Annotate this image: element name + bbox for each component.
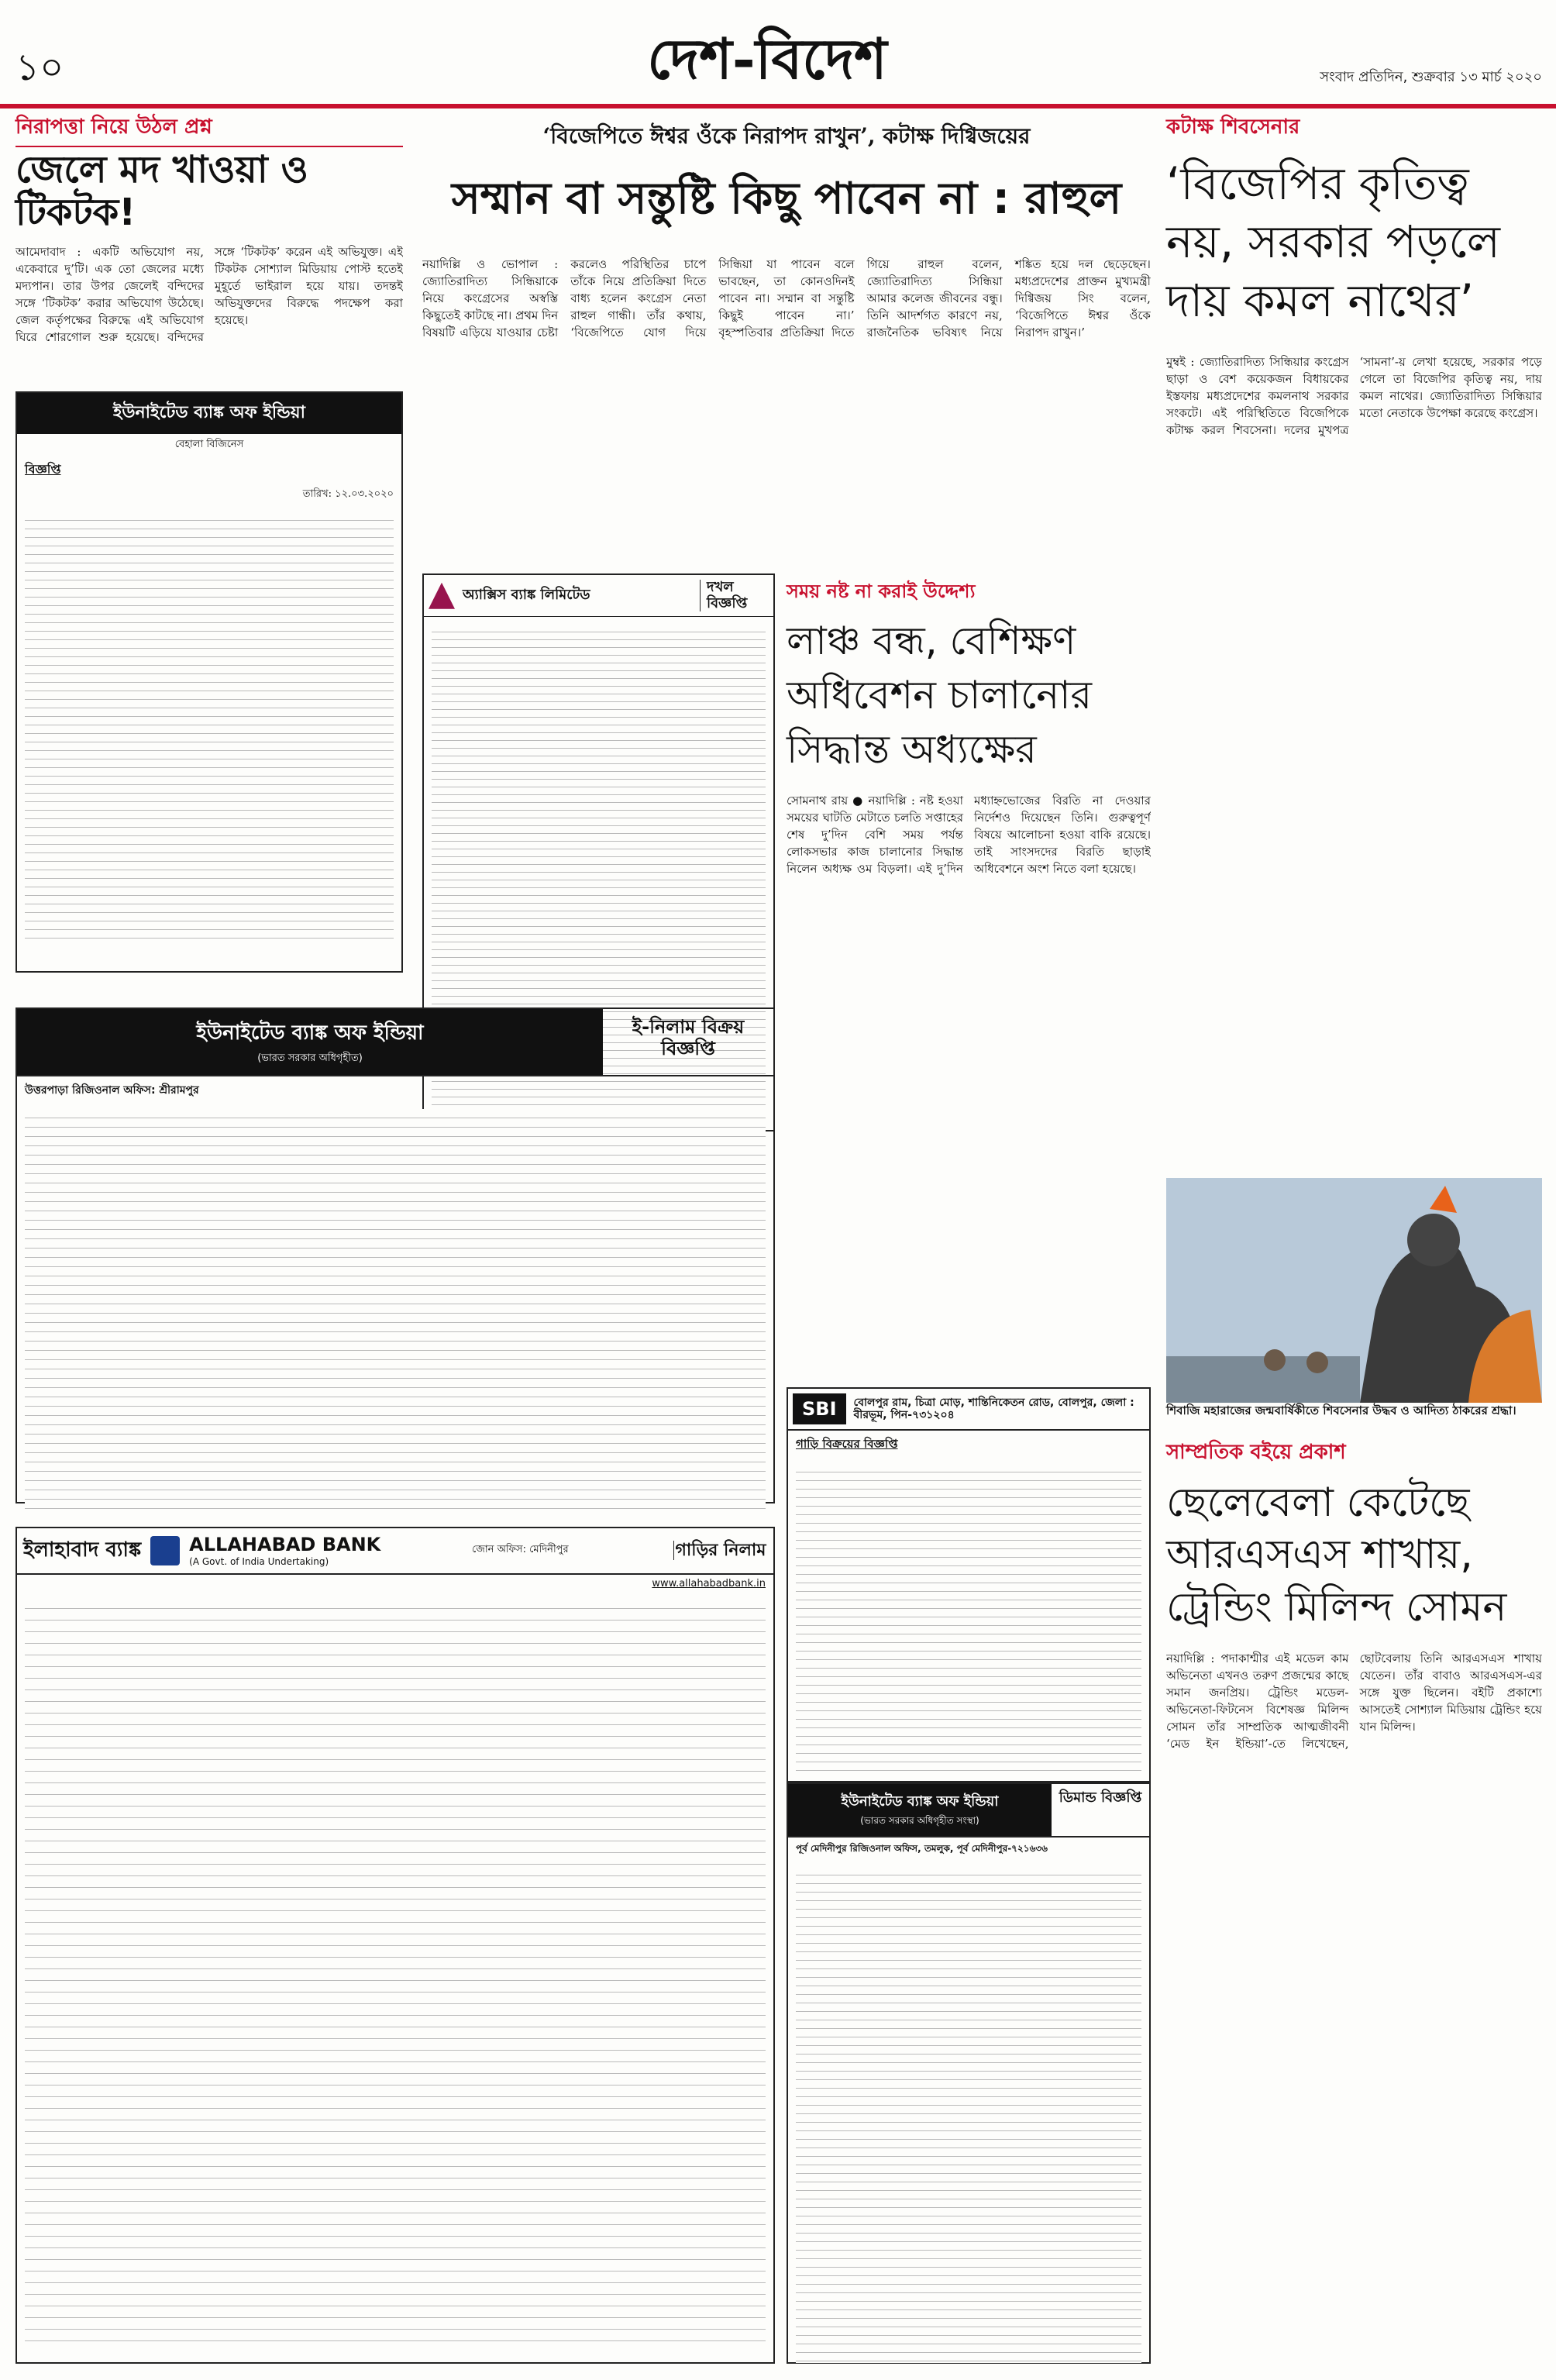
ad-allahabad-header bbox=[17, 1528, 773, 1575]
masthead-rule bbox=[0, 104, 1556, 108]
main-headline: সম্মান বা সন্তুষ্টি কিছু পাবেন না : রাহুল bbox=[451, 174, 1122, 224]
ad-sbi bbox=[787, 1387, 1151, 1782]
masthead bbox=[0, 0, 1556, 116]
ad-allahabad-tag: গাড়ির নিলাম bbox=[673, 1541, 767, 1560]
ad-allahabad-name-bn: ইলাহাবাদ ব্যাঙ্ক bbox=[23, 1538, 142, 1562]
main-story-body: নয়াদিল্লি ও ভোপাল : জ্যোতিরাদিত্য সিন্ধিয়াকে নিয়ে কংগ্রেসের অস্বস্তি কিছুতেই কাটছে না। প্রথম দিন বিষয়টি এড়িয়ে যাওয়ার চেষ্টা করলেও পরিস্থিতির চাপে তাঁকে নিয়ে প্রতিক্রিয়া দিতে বাধ্য হলেন কংগ্রেস নেতা রাহুল গান্ধী। তাঁর কথায়, ‘বিজেপিতে যোগ দিয়ে সিন্ধিয়া যা পাবেন বলে ভাবছেন, তা কোনওদিনই পাবেন না। সম্মান বা সন্তুষ্টি কিছুই পাবেন না।’ বৃহস্পতিবার প্রতিক্রিয়া দিতে গিয়ে রাহুল বলেন, জ্যোতিরাদিত্য সিন্ধিয়া আমার কলেজ জীবনের বন্ধু। তিনি আদর্শগত কারণে নয়, রাজনৈতিক ভবিষ্যৎ নিয়ে শঙ্কিত হয়ে দল ছেড়েছেন। মধ্যপ্রদেশের প্রাক্তন মুখ্যমন্ত্রী দিগ্বিজয় সিং বলেন, ‘বিজেপিতে ঈশ্বর ওঁকে নিরাপদ রাখুন।’ bbox=[422, 257, 1151, 339]
ad-allahabad-name-en: ALLAHABAD BANK bbox=[189, 1534, 381, 1555]
statue-photo bbox=[1166, 1178, 1542, 1403]
axis-logo-icon bbox=[429, 583, 455, 609]
paper-info: সংবাদ প্রতিদিন, শুক্রবার ১৩ মার্চ ২০২০ bbox=[1320, 69, 1542, 85]
allahabad-logo-icon bbox=[150, 1536, 180, 1565]
right-story bbox=[1166, 116, 1542, 1286]
statue-illustration bbox=[1166, 1178, 1542, 1403]
ad-ubi-eauction-office: উত্তরপাড়া রিজিওনাল অফিস: শ্রীরামপুর bbox=[25, 1084, 199, 1097]
ad-ubi-notice-fine-print bbox=[25, 512, 394, 946]
middle-story-kicker: সময় নষ্ট না করাই উদ্দেশ্য bbox=[787, 580, 976, 602]
lower-right-headline: ছেলেবেলা কেটেছে আরএসএস শাখায়, ট্রেন্ডিং মিলিন্দ সোমন bbox=[1166, 1479, 1507, 1631]
ad-ubi-demand-header bbox=[788, 1784, 1149, 1838]
ad-axis-bank-name: অ্যাক্সিস ব্যাঙ্ক লিমিটেড bbox=[463, 587, 590, 604]
ad-ubi-eauction-bank-sub: (ভারত সরকার অধিগৃহীত) bbox=[257, 1052, 363, 1064]
ad-ubi-eauction-header bbox=[17, 1009, 773, 1076]
right-story-body: মুম্বই : জ্যোতিরাদিত্য সিন্ধিয়ার কংগ্রেস ছাড়া ও বেশ কয়েকজন বিধায়কের ইস্তফায় মধ্যপ্রদেশের কমলনাথ সরকার সংকটে। এই পরিস্থিতিতে বিজেপিকে কটাক্ষ করল শিবসেনা। দলের মুখপত্র ‘সামনা’-য় লেখা হয়েছে, সরকার পড়ে গেলে তা বিজেপির কৃতিত্ব নয়, দায় কমল নাথের। জ্যোতিরাদিত্য সিন্ধিয়ার মতো নেতাকে উপেক্ষা করেছে কংগ্রেস। bbox=[1166, 355, 1542, 438]
ad-allahabad-bank bbox=[15, 1527, 775, 2364]
lower-right-kicker: সাম্প্রতিক বইয়ে প্রকাশ bbox=[1166, 1441, 1346, 1464]
ad-ubi-eauction-bank-name: ইউনাইটেড ব্যাঙ্ক অফ ইন্ডিয়া bbox=[196, 1021, 424, 1045]
page-number: ১০ bbox=[15, 46, 64, 89]
ad-ubi-eauction-tag: ই-নিলাম বিক্রয় বিজ্ঞপ্তি bbox=[632, 1016, 745, 1059]
middle-story-body: সোমনাথ রায় ● নয়াদিল্লি : নষ্ট হওয়া সময়ের ঘাটতি মেটাতে চলতি সপ্তাহের শেষ দু’দিন বেশি সময় পর্যন্ত লোকসভার কাজ চালানোর সিদ্ধান্ত নিলেন অধ্যক্ষ ওম বিড়লা। এই দু’দিন মধ্যাহ্নভোজের বিরতি না দেওয়ার নির্দেশও দিয়েছেন তিনি। গুরুত্বপূর্ণ বিষয়ে আলোচনা হওয়া বাকি রয়েছে। তাই সাংসদদের বিরতি ছাড়াই অধিবেশনে অংশ নিতে বলা হয়েছে। bbox=[787, 793, 1151, 876]
ad-allahabad-address: জোন অফিস: মেদিনীপুর bbox=[472, 1544, 569, 1556]
ad-allahabad-website[interactable]: www.allahabadbank.in bbox=[652, 1577, 766, 1590]
top-banner: ‘বিজেপিতে ঈশ্বর ওঁকে নিরাপদ রাখুন’, কটাক্ষ দিগ্বিজয়ের bbox=[542, 123, 1031, 149]
ad-allahabad-fine-print bbox=[25, 1597, 766, 2341]
ad-sbi-address: বোলপুর রাম, চিত্রা মোড়, শান্তিনিকেতন রোড, বোলপুর, জেলা : বীরভূম, পিন-৭৩১২০৪ bbox=[853, 1396, 1134, 1421]
ad-ubi-demand bbox=[787, 1782, 1151, 2364]
ad-ubi-demand-bank-name: ইউনাইটেড ব্যাঙ্ক অফ ইন্ডিয়া bbox=[841, 1793, 999, 1810]
ad-sbi-title: গাড়ি বিক্রয়ের বিজ্ঞপ্তি bbox=[796, 1437, 898, 1451]
ad-ubi-eauction-bank bbox=[17, 1009, 603, 1075]
ad-allahabad-name-en-wrap bbox=[189, 1534, 472, 1567]
ad-axis-title: দখল বিজ্ঞপ্তি bbox=[700, 580, 769, 611]
ad-ubi-demand-fine-print bbox=[796, 1867, 1141, 2363]
left-story-body: আমেদাবাদ : একটি অভিযোগ নয়, একেবারে দু’টি। এক তো জেলের মধ্যে মদ্যপান। তার উপর জেলেই বন্দিদের সঙ্গে ‘টিকটক’ করার অভিযোগ উঠেছে। জেল কর্তৃপক্ষের বিরুদ্ধে এই অভিযোগ ঘিরে শোরগোল শুরু হয়েছে। বন্দিদের সঙ্গে ‘টিকটক’ করেন এই অভিযুক্ত। এই টিকটক সোশ্যাল মিডিয়ায় পোস্ট হতেই মুহূর্তে ভাইরাল হয়ে যায়। তদন্তই অভিযুক্তদের বিরুদ্ধে পদক্ষেপ করা হয়েছে। bbox=[15, 245, 403, 345]
ad-sbi-logo: SBI bbox=[793, 1393, 846, 1424]
left-story bbox=[15, 116, 403, 376]
kicker-rule bbox=[15, 146, 403, 147]
left-story-headline: জেলে মদ খাওয়া ও টিকটক! bbox=[15, 147, 308, 235]
middle-story-headline: লাঞ্চ বন্ধ, বেশিক্ষণ অধিবেশন চালানোর সিদ্ধান্ত অধ্যক্ষের bbox=[787, 618, 1093, 772]
ad-sbi-fine-print bbox=[796, 1464, 1141, 1774]
ad-ubi-notice bbox=[15, 391, 403, 973]
ad-ubi-notice-header: ইউনাইটেড ব্যাঙ্ক অফ ইন্ডিয়া bbox=[17, 393, 401, 434]
left-story-kicker: নিরাপত্তা নিয়ে উঠল প্রশ্ন bbox=[15, 115, 212, 139]
ad-ubi-demand-tag: ডিমান্ড বিজ্ঞপ্তি bbox=[1059, 1789, 1142, 1806]
ad-axis-header bbox=[424, 575, 773, 617]
ad-ubi-demand-office: পূর্ব মেদিনীপুর রিজিওনাল অফিস, তমলুক, পূর্ব মেদিনীপুর-৭২১৬৩৬ bbox=[796, 1843, 1048, 1854]
ad-allahabad-sub: (A Govt. of India Undertaking) bbox=[189, 1555, 329, 1567]
middle-story bbox=[787, 581, 1151, 1387]
right-story-headline: ‘বিজেপির কৃতিত্ব নয়, সরকার পড়লে দায় কমল নাথের’ bbox=[1166, 157, 1500, 327]
ad-ubi-notice-sub: বেহালা বিজিনেস bbox=[174, 439, 244, 450]
ad-ubi-notice-title: বিজ্ঞপ্তি bbox=[25, 462, 61, 477]
ad-ubi-notice-date: তারিখ: ১২.০৩.২০২০ bbox=[302, 488, 394, 500]
ad-ubi-eauction bbox=[15, 1007, 775, 1503]
right-story-kicker: কটাক্ষ শিবসেনার bbox=[1166, 115, 1300, 139]
section-title: দেশ-বিদেশ bbox=[647, 26, 887, 91]
photo-caption: শিবাজি মহারাজের জন্মবার্ষিকীতে শিবসেনার উদ্ধব ও আদিত্য ঠাকরের শ্রদ্ধা। bbox=[1166, 1404, 1516, 1417]
ad-ubi-demand-bank-sub: (ভারত সরকার অধিগৃহীত সংস্থা) bbox=[860, 1815, 979, 1826]
ad-sbi-header bbox=[788, 1389, 1149, 1431]
ad-ubi-eauction-fine-print bbox=[25, 1109, 766, 1512]
lower-right-story bbox=[1166, 1441, 1542, 2364]
ad-ubi-demand-bank bbox=[788, 1784, 1052, 1836]
lower-right-body: নয়াদিল্লি : পদাকাশ্মীর এই মডেল কাম অভিনেতা এখনও তরুণ প্রজন্মের কাছে সমান জনপ্রিয়। ট্রেন্ডিং মডেল-অভিনেতা-ফিটনেস বিশেষজ্ঞ মিলিন্দ সোমন তাঁর সাম্প্রতিক আত্মজীবনী ‘মেড ইন ইন্ডিয়া’-তে লিখেছেন, ছোটবেলায় তিনি আরএসএস শাখায় যেতেন। তাঁর বাবাও আরএসএস-এর সঙ্গে যুক্ত ছিলেন। বইটি প্রকাশ্যে আসতেই সোশ্যাল মিডিয়ায় ট্রেন্ডিং হয়ে যান মিলিন্দ। bbox=[1166, 1651, 1542, 1751]
